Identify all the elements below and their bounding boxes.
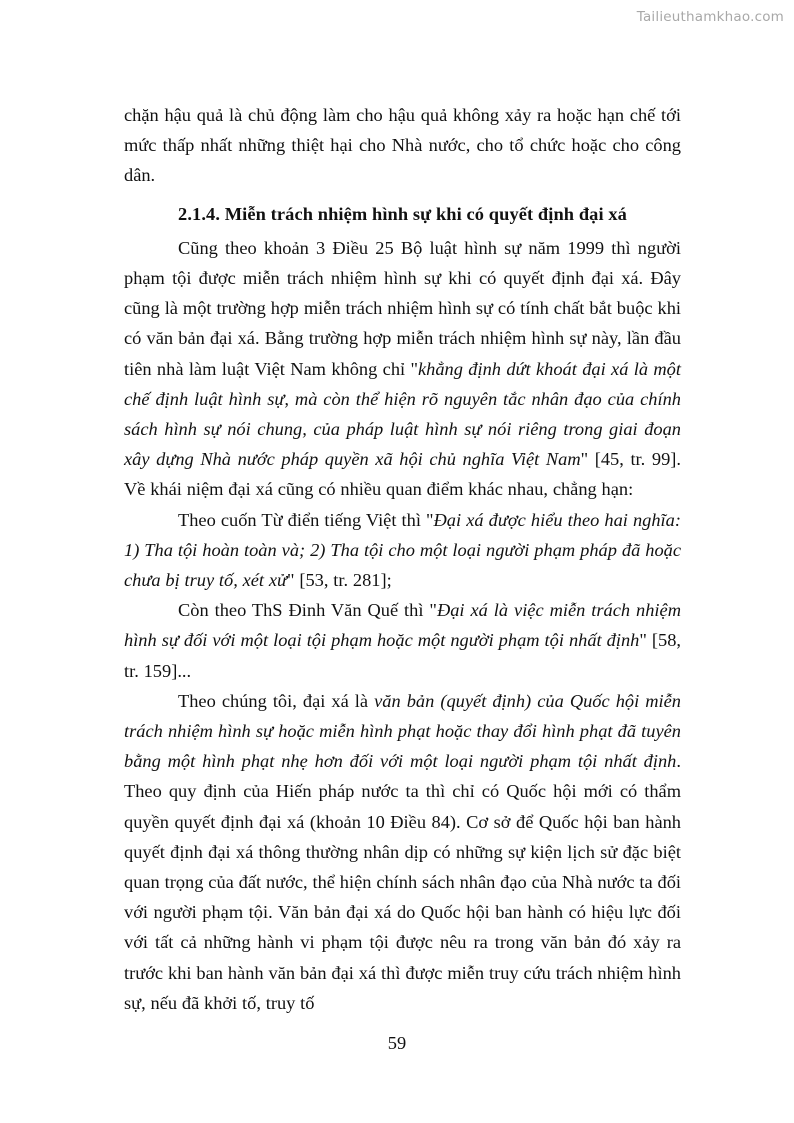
paragraph-continued: chặn hậu quả là chủ động làm cho hậu quả không xảy ra hoặc hạn chế tới mức thấp nhất những thiệt hại cho Nhà nước, cho tổ chức hoặc cho công dân. <box>124 105 681 186</box>
paragraph-3 <box>124 595 681 686</box>
page-number: 59 <box>387 1033 407 1053</box>
paragraph-1-part-a: Cũng theo khoản 3 Điều 25 Bộ luật hình sự năm 1999 thì người phạm tội được miễn trách nhiệm hình sự khi có quyết định đại xá. Đây cũng là một trường hợp miễn trách nhiệm hình sự có tính chất bắt buộc khi có văn bản đại xá. Bằng trường hợp miễn trách nhiệm hình sự này, lần đầu tiên nhà làm luật Việt Nam không chỉ " <box>124 237 681 379</box>
paragraph-4 <box>124 686 681 1018</box>
paragraph-2-quote: Đại xá được hiểu theo hai nghĩa: 1) Tha tội hoàn toàn và; 2) Tha tội cho một loại người phạm pháp đã hoặc chưa bị truy tố, xét xử <box>124 509 681 591</box>
watermark-text: Tailieuthamkhao.com <box>636 9 784 25</box>
paragraph-1 <box>124 233 681 505</box>
paragraph-4-part-b: . Theo quy định của Hiến pháp nước ta thì chỉ có Quốc hội mới có thẩm quyền quyết định đại xá (khoản 10 Điều 84). Cơ sở để Quốc hội ban hành quyết định đại xá thông thường nhân dịp có những sự kiện lịch sử đặc biệt quan trọng của đất nước, thể hiện chính sách nhân đạo của Nhà nước ta đối với người phạm tội. Văn bản đại xá do Quốc hội ban hành có hiệu lực đối với tất cả những hành vi phạm tội được nêu ra trong văn bản đó xảy ra trước khi ban hành văn bản đại xá thì được miễn truy cứu trách nhiệm hình sự, nếu đã khởi tố, truy tố <box>124 751 681 1013</box>
paragraph-1-part-b: " [45, tr. 99]. Về khái niệm đại xá cũng có nhiều quan điểm khác nhau, chẳng hạn: <box>124 449 681 500</box>
paragraph-4-part-a: Theo chúng tôi, đại xá là <box>178 690 375 711</box>
text-column <box>124 100 681 1018</box>
paragraph-1-quote: khẳng định dứt khoát đại xá là một chế định luật hình sự, mà còn thể hiện rõ nguyên tắc nhân đạo của chính sách hình sự nói chung, của pháp luật hình sự nói riêng trong giai đoạn xây dựng Nhà nước pháp quyền xã hội chủ nghĩa Việt Nam <box>124 358 681 470</box>
paragraph-2 <box>124 505 681 596</box>
paragraph-3-quote: Đại xá là việc miễn trách nhiệm hình sự đối với một loại tội phạm hoặc một người phạm tội nhất định <box>124 600 681 651</box>
paragraph-4-quote: văn bản (quyết định) của Quốc hội miễn trách nhiệm hình sự hoặc miễn hình phạt hoặc thay đổi hình phạt đã tuyên bằng một hình phạt nhẹ hơn đối với một loại người phạm tội nhất định <box>124 690 681 772</box>
paragraph-3-part-a: Còn theo ThS Đinh Văn Quế thì " <box>178 600 437 621</box>
paragraph-2-part-a: Theo cuốn Từ điển tiếng Việt thì " <box>178 509 434 530</box>
section-heading: 2.1.4. Miễn trách nhiệm hình sự khi có quyết định đại xá <box>178 203 627 224</box>
paragraph-2-part-b: " [53, tr. 281]; <box>287 570 392 591</box>
paragraph-3-part-b: " [58, tr. 159]... <box>124 630 681 681</box>
